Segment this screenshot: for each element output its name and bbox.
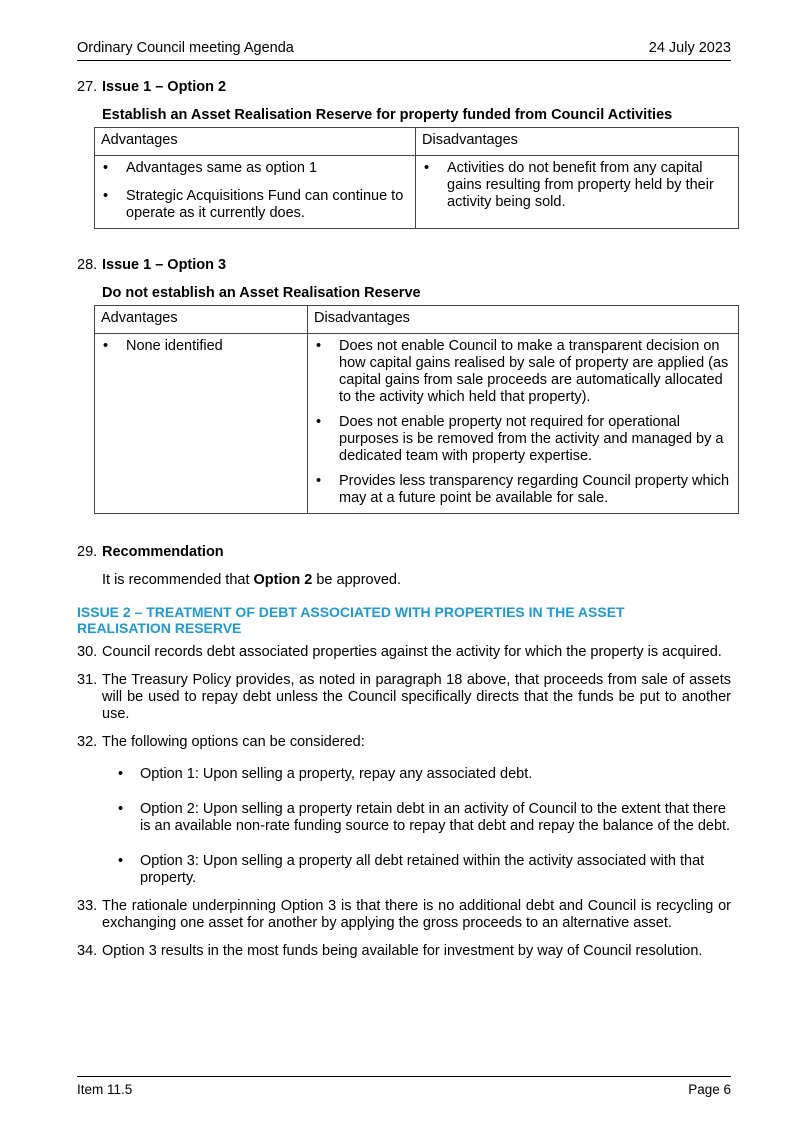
paragraph-31 [77, 672, 731, 723]
page-header [77, 40, 731, 61]
list-item: • Option 1: Upon selling a property, repay any associated debt. [115, 766, 731, 783]
list-item: • Does not enable property not required for operational purposes is be removed from the activity and managed by a dedicated team with property expertise. [314, 414, 732, 465]
option-subtitle: Do not establish an Asset Realisation Reserve [102, 285, 421, 301]
list-item: • Advantages same as option 1 [101, 160, 409, 177]
paragraph-title: Issue 1 – Option 3 [102, 257, 227, 273]
paragraph-number: 34. [77, 943, 98, 959]
header-title: Ordinary Council meeting Agenda [77, 40, 294, 56]
table-header-advantages: Advantages [95, 128, 416, 156]
paragraph-text: The Treasury Policy provides, as noted in paragraph 18 above, that proceeds from sale of assets will be used to repay debt unless the Council specifically directs that the funds be put to another use. [102, 672, 731, 722]
paragraph-34 [77, 943, 731, 960]
list-item: • Does not enable Council to make a transparent decision on how capital gains realised by sale of property are applied (as capital gains from sale proceeds are automatically allocated to the activity which held that property). [314, 338, 732, 406]
option-subtitle: Establish an Asset Realisation Reserve for property funded from Council Activities [102, 107, 673, 123]
page-footer [77, 1076, 731, 1098]
header-date: 24 July 2023 [648, 40, 731, 56]
list-item: • None identified [101, 338, 301, 355]
debt-options-list [77, 766, 731, 887]
list-item: • Option 2: Upon selling a property retain debt in an activity of Council to the extent that there is an available non-rate funding source to repay that debt and repay the balance of the debt. [115, 801, 731, 835]
table-header-disadvantages: Disadvantages [416, 128, 739, 156]
paragraph-title: Issue 1 – Option 2 [102, 79, 227, 95]
issue-2-heading: ISSUE 2 – TREATMENT OF DEBT ASSOCIATED WITH PROPERTIES IN THE ASSET REALISATION RESERVE [77, 604, 625, 636]
paragraph-number: 31. [77, 672, 98, 688]
paragraph-27 [77, 79, 731, 96]
recommendation-text-start: It is recommended that [102, 572, 254, 588]
paragraph-28 [77, 257, 731, 274]
list-item: • Provides less transparency regarding Council property which may at a future point be available for sale. [314, 473, 732, 507]
paragraph-number: 28. [77, 257, 98, 273]
paragraph-29 [77, 544, 731, 561]
paragraph-text: The rationale underpinning Option 3 is that there is no additional debt and Council is recycling or exchanging one asset for another by applying the gross proceeds to an alternative asset. [102, 898, 731, 931]
paragraph-text: Option 3 results in the most funds being available for investment by way of Council resolution. [102, 943, 703, 959]
paragraph-text: Council records debt associated properties against the activity for which the property is acquired. [102, 644, 722, 660]
recommendation-text-end: be approved. [312, 572, 402, 588]
document-body [77, 79, 731, 960]
paragraph-number: 33. [77, 898, 98, 914]
paragraph-30 [77, 644, 731, 661]
table-header-advantages: Advantages [95, 306, 308, 334]
disadvantages-cell [416, 156, 739, 229]
options-table-option-2 [94, 127, 739, 229]
list-item: • Strategic Acquisitions Fund can continue to operate as it currently does. [101, 188, 409, 222]
paragraph-33 [77, 898, 731, 932]
advantages-cell [95, 334, 308, 514]
paragraph-number: 30. [77, 644, 98, 660]
list-item: • Option 3: Upon selling a property all debt retained within the activity associated with that property. [115, 853, 731, 887]
paragraph-number: 27. [77, 79, 98, 95]
footer-item-number: Item 11.5 [77, 1082, 133, 1097]
disadvantages-cell [308, 334, 739, 514]
paragraph-text: The following options can be considered: [102, 734, 365, 750]
paragraph-title: Recommendation [102, 544, 224, 560]
options-table-option-3 [94, 305, 739, 514]
recommended-option: Option 2 [253, 572, 313, 588]
advantages-cell [95, 156, 416, 229]
table-header-disadvantages: Disadvantages [308, 306, 739, 334]
list-item: • Activities do not benefit from any capital gains resulting from property held by their activity being sold. [422, 160, 732, 211]
recommendation-text [77, 572, 731, 589]
paragraph-32 [77, 734, 731, 751]
paragraph-number: 32. [77, 734, 98, 750]
footer-page-number: Page 6 [688, 1082, 731, 1097]
paragraph-number: 29. [77, 544, 98, 560]
